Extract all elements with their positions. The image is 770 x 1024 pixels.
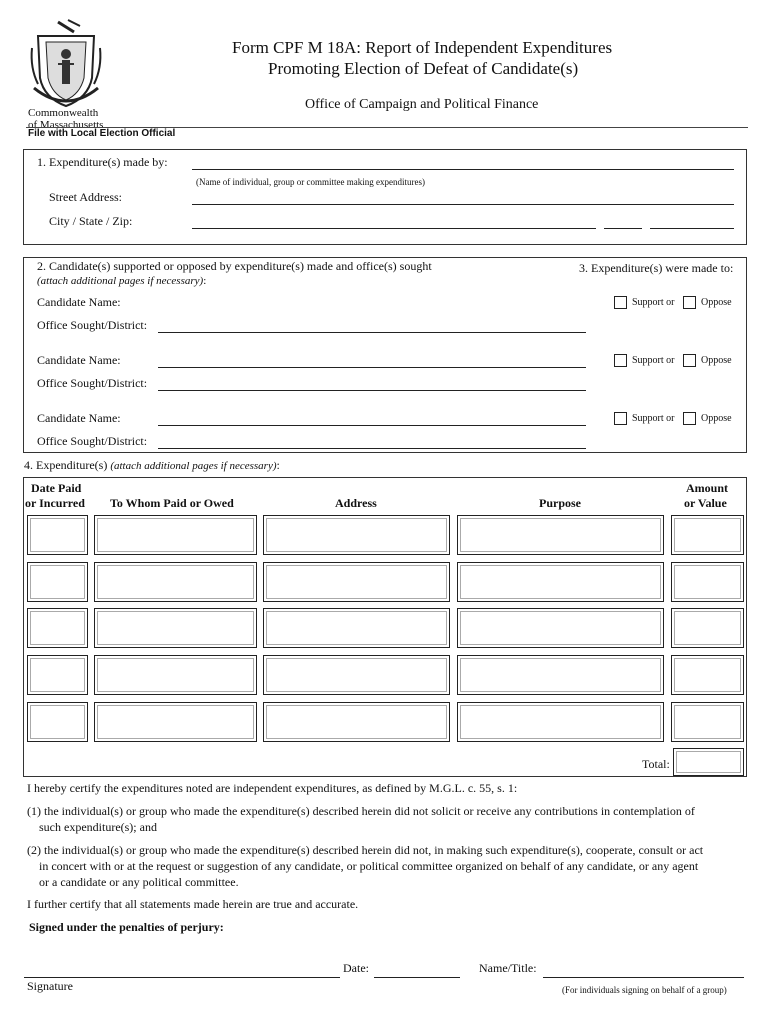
oppose-label: Oppose <box>701 413 732 424</box>
support-label: Support or <box>632 413 675 424</box>
state-field[interactable] <box>604 228 642 229</box>
amount-cell[interactable] <box>671 562 744 602</box>
amount-cell[interactable] <box>671 515 744 555</box>
office-sought-label: Office Sought/District: <box>37 376 148 390</box>
support-label: Support or <box>632 355 675 366</box>
date-cell[interactable] <box>27 515 88 555</box>
signature-label: Signature <box>27 979 73 993</box>
signed-under-perjury: Signed under the penalties of perjury: <box>29 920 224 934</box>
candidate-name-field[interactable] <box>158 425 586 426</box>
section-4-label <box>24 458 280 473</box>
name-title-field[interactable] <box>543 977 744 978</box>
to-whom-cell[interactable] <box>94 608 257 648</box>
certification-intro: I hereby certify the expenditures noted are independent expenditures, as defined by M.G.L. c. 55, s. 1: <box>27 781 518 795</box>
date-cell[interactable] <box>27 562 88 602</box>
col-header-address: Address <box>335 496 377 510</box>
city-field[interactable] <box>192 228 596 229</box>
further-certify: I further certify that all statements made herein are true and accurate. <box>27 897 359 911</box>
oppose-checkbox[interactable] <box>683 412 696 425</box>
certification-item-2-line-1: (2) the individual(s) or group who made the expenditure(s) described herein did not, in making such expenditure(s), cooperate, consult or act <box>27 843 704 857</box>
signature-field[interactable] <box>24 977 340 978</box>
section-2-note <box>37 275 206 287</box>
support-checkbox[interactable] <box>614 412 627 425</box>
form-subtitle: Promoting Election of Defeat of Candidate(s) <box>268 59 579 78</box>
section-2-note-text: (attach additional pages if necessary) <box>37 275 204 287</box>
oppose-label: Oppose <box>701 297 732 308</box>
col-header-date-1: Date Paid <box>31 481 82 495</box>
col-header-amount-1: Amount <box>686 481 729 495</box>
expender-name-field[interactable] <box>192 169 734 170</box>
amount-cell[interactable] <box>671 608 744 648</box>
date-cell[interactable] <box>27 655 88 695</box>
to-whom-cell[interactable] <box>94 702 257 742</box>
date-label: Date: <box>343 961 369 975</box>
amount-cell[interactable] <box>671 655 744 695</box>
amount-cell[interactable] <box>671 702 744 742</box>
to-whom-cell[interactable] <box>94 562 257 602</box>
support-checkbox[interactable] <box>614 354 627 367</box>
address-cell[interactable] <box>263 655 450 695</box>
to-whom-cell[interactable] <box>94 515 257 555</box>
group-signing-note: (For individuals signing on behalf of a group) <box>562 985 727 995</box>
certification-item-2-line-2: in concert with or at the request or suggestion of any candidate, or political committee organized on behalf of any candidate, or any agent <box>39 859 699 873</box>
candidate-name-label: Candidate Name: <box>37 295 121 309</box>
address-cell[interactable] <box>263 702 450 742</box>
col-header-to-whom: To Whom Paid or Owed <box>110 496 234 510</box>
purpose-cell[interactable] <box>457 515 664 555</box>
purpose-cell[interactable] <box>457 562 664 602</box>
date-cell[interactable] <box>27 608 88 648</box>
total-label: Total: <box>642 757 670 771</box>
expender-name-hint: (Name of individual, group or committee making expenditures) <box>196 177 425 187</box>
street-address-field[interactable] <box>192 204 734 205</box>
col-header-purpose: Purpose <box>539 496 581 510</box>
col-header-date-2: or Incurred <box>25 496 85 510</box>
certification-item-2-line-3: or a candidate or any political committee. <box>39 875 239 889</box>
purpose-cell[interactable] <box>457 655 664 695</box>
date-cell[interactable] <box>27 702 88 742</box>
col-header-amount-2: or Value <box>684 496 727 510</box>
section-3-label: 3. Expenditure(s) were made to: <box>579 261 734 275</box>
city-state-zip-label: City / State / Zip: <box>49 214 133 228</box>
candidate-name-label: Candidate Name: <box>37 411 121 425</box>
section-4-label-text: 4. Expenditure(s) <box>24 458 111 472</box>
section-2-note-colon: : <box>203 275 207 287</box>
section-2-label: 2. Candidate(s) supported or opposed by expenditure(s) made and office(s) sought <box>37 259 432 273</box>
purpose-cell[interactable] <box>457 608 664 648</box>
candidate-name-label: Candidate Name: <box>37 353 121 367</box>
seal-caption-1: Commonwealth <box>28 107 99 119</box>
purpose-cell[interactable] <box>457 702 664 742</box>
section-4-note: (attach additional pages if necessary) <box>110 460 277 472</box>
address-cell[interactable] <box>263 562 450 602</box>
oppose-checkbox[interactable] <box>683 296 696 309</box>
oppose-checkbox[interactable] <box>683 354 696 367</box>
section-4-note-colon: : <box>276 458 280 472</box>
section-1-label: 1. Expenditure(s) made by: <box>37 155 168 169</box>
office-sought-field[interactable] <box>158 390 586 391</box>
support-checkbox[interactable] <box>614 296 627 309</box>
date-field[interactable] <box>374 977 460 978</box>
office-name: Office of Campaign and Political Finance <box>305 97 539 112</box>
oppose-label: Oppose <box>701 355 732 366</box>
support-label: Support or <box>632 297 675 308</box>
certification-item-1-line-1: (1) the individual(s) or group who made the expenditure(s) described herein did not solicit or receive any contributions in contemplation of <box>27 804 695 818</box>
office-sought-label: Office Sought/District: <box>37 318 148 332</box>
to-whom-cell[interactable] <box>94 655 257 695</box>
name-title-label: Name/Title: <box>479 961 537 975</box>
address-cell[interactable] <box>263 515 450 555</box>
zip-field[interactable] <box>650 228 734 229</box>
total-amount-cell[interactable] <box>673 748 744 776</box>
address-cell[interactable] <box>263 608 450 648</box>
seal-caption-2: of Massachusetts <box>28 119 104 131</box>
office-sought-field[interactable] <box>158 332 586 333</box>
office-sought-label: Office Sought/District: <box>37 434 148 448</box>
form-title: Form CPF M 18A: Report of Independent Expenditures <box>232 38 613 57</box>
office-sought-field[interactable] <box>158 448 586 449</box>
street-address-label: Street Address: <box>49 190 122 204</box>
file-with-note: File with Local Election Official <box>28 128 176 139</box>
candidate-name-field[interactable] <box>158 367 586 368</box>
certification-item-1-line-2: such expenditure(s); and <box>39 820 157 834</box>
state-seal-icon <box>28 18 104 110</box>
